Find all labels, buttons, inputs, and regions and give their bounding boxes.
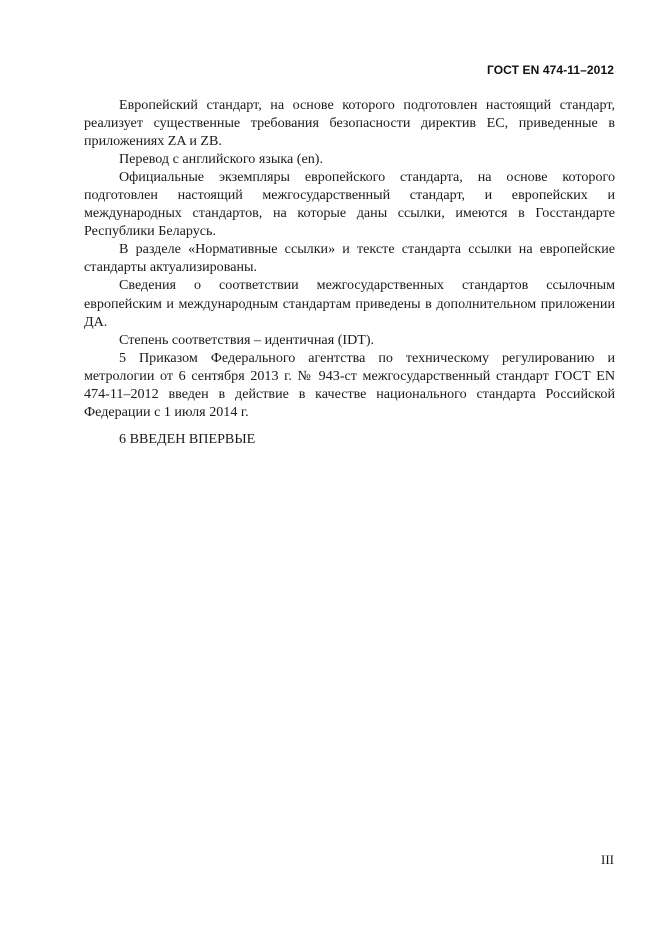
- document-code-header: ГОСТ EN 474-11–2012: [487, 63, 614, 77]
- document-body: [84, 96, 615, 448]
- paragraph-official-copies: Официальные экземпляры европейского стандарта, на основе которого подготовлен настоящий межгосударственный стандарт, и европейских и международных стандартов, на которые даны ссылки, имеются в Госстандарте Республики Беларусь.: [84, 169, 615, 240]
- paragraph-translation: Перевод с английского языка (en).: [119, 151, 323, 168]
- item-6-introduced-first-time: 6 ВВЕДЕН ВПЕРВЫЕ: [119, 430, 256, 447]
- page-number: III: [601, 852, 614, 867]
- paragraph-normative-references: В разделе «Нормативные ссылки» и тексте стандарта ссылки на европейские стандарты актуализированы.: [84, 241, 615, 276]
- paragraph-european-standard: Европейский стандарт, на основе которого подготовлен настоящий стандарт, реализует существенные требования безопасности директив ЕС, приведенные в приложениях ZA и ZB.: [84, 97, 615, 150]
- paragraph-degree-of-conformity: Степень соответствия – идентичная (IDT).: [119, 331, 375, 348]
- paragraph-order-item-5: 5 Приказом Федерального агентства по техническому регулированию и метрологии от 6 сентября 2013 г. № 943-ст межгосударственный стандарт ГОСТ EN 474-11–2012 введен в действие в качестве национального стандарта Российской Федерации с 1 июля 2014 г.: [84, 349, 615, 420]
- paragraph-conformity-info: Сведения о соответствии межгосударственных стандартов ссылочным европейским и международным стандартам приведены в дополнительном приложении ДА.: [84, 277, 615, 330]
